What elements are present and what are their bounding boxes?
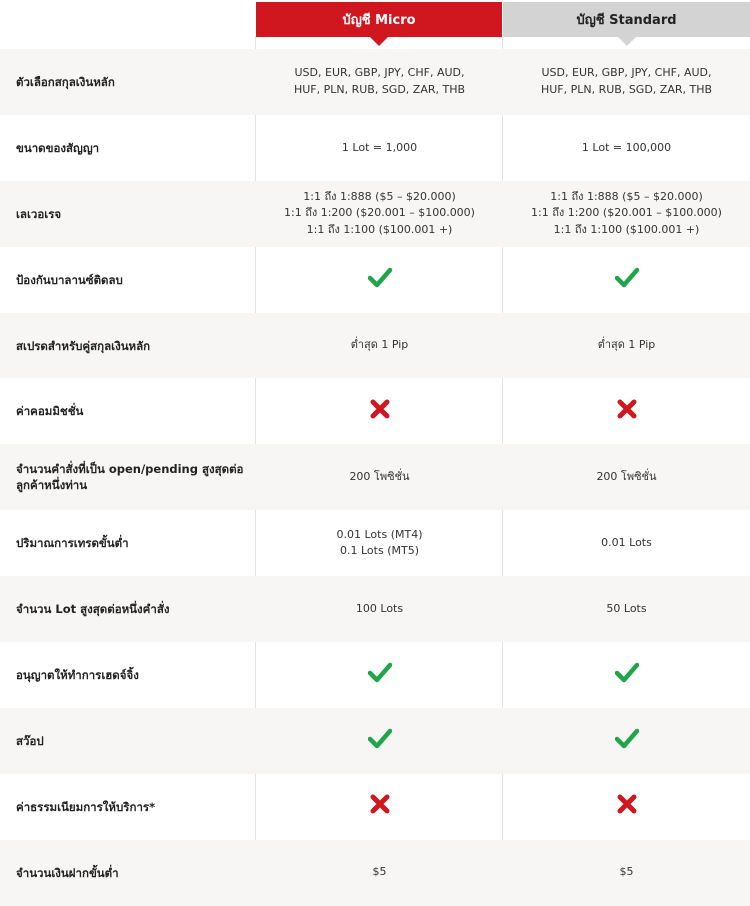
micro-value-line: HUF, PLN, RUB, SGD, ZAR, THB — [293, 82, 466, 96]
micro-value-line: USD, EUR, GBP, JPY, CHF, AUD, — [294, 66, 465, 80]
standard-account-title: บัญชี Standard — [576, 13, 677, 28]
table-row — [0, 840, 750, 906]
row-label: จำนวนเงินฝากขั้นต่ำ — [16, 865, 119, 880]
micro-value-line: 1 Lot = 1,000 — [341, 140, 418, 154]
standard-value-line: 50 Lots — [606, 601, 647, 615]
standard-value-cell — [503, 601, 750, 618]
micro-value-cell — [256, 189, 503, 239]
row-label: สว๊อป — [16, 733, 44, 748]
row-label: จำนวน Lot สูงสุดต่อหนึ่งคำสั่ง — [16, 602, 170, 617]
check-icon — [615, 660, 639, 684]
table-header — [0, 0, 750, 46]
standard-header-pointer — [617, 36, 637, 46]
table-row — [0, 774, 750, 840]
standard-value-line: ต่ำสุด 1 Pip — [597, 338, 656, 352]
micro-value-line: 100 Lots — [355, 601, 404, 615]
table-row — [0, 49, 750, 115]
comparison-rows — [0, 49, 750, 906]
standard-value-cell — [503, 660, 750, 690]
micro-value-line: 1:1 ถึง 1:200 ($20.001 – $100.000) — [284, 206, 475, 220]
table-row — [0, 313, 750, 379]
cross-icon — [615, 792, 639, 816]
standard-value-line: 1:1 ถึง 1:100 ($100.001 +) — [553, 222, 700, 236]
check-icon — [368, 660, 392, 684]
standard-value-line: 0.01 Lots — [601, 535, 652, 549]
standard-value-line: 1 Lot = 100,000 — [581, 140, 672, 154]
row-label: อนุญาตให้ทำการเฮดจ์จิ้ง — [16, 667, 139, 682]
table-row — [0, 378, 750, 444]
standard-value-cell — [503, 140, 750, 157]
micro-account-header — [256, 2, 502, 37]
standard-value-cell — [503, 265, 750, 295]
standard-value-line: USD, EUR, GBP, JPY, CHF, AUD, — [541, 66, 712, 80]
micro-value-cell — [256, 601, 503, 618]
table-row — [0, 708, 750, 774]
standard-value-cell — [503, 337, 750, 354]
standard-value-line: 200 โพซิชั่น — [596, 470, 657, 484]
standard-value-cell — [503, 726, 750, 756]
micro-value-cell — [256, 660, 503, 690]
micro-account-title: บัญชี Micro — [342, 13, 416, 28]
micro-header-pointer — [369, 36, 389, 46]
micro-value-cell — [256, 397, 503, 427]
cross-icon — [368, 792, 392, 816]
cross-icon — [368, 397, 392, 421]
standard-value-cell — [503, 792, 750, 822]
micro-value-line: 200 โพซิชั่น — [349, 470, 410, 484]
micro-value-cell — [256, 265, 503, 295]
micro-value-cell — [256, 527, 503, 560]
standard-value-line: 1:1 ถึง 1:888 ($5 – $20.000) — [550, 189, 703, 203]
micro-value-line: ต่ำสุด 1 Pip — [350, 338, 409, 352]
micro-value-line: 1:1 ถึง 1:888 ($5 – $20.000) — [303, 189, 456, 203]
row-label: ปริมาณการเทรดขั้นต่ำ — [16, 536, 129, 551]
micro-value-cell — [256, 792, 503, 822]
row-label: สเปรดสำหรับคู่สกุลเงินหลัก — [16, 338, 151, 353]
micro-value-line: 0.1 Lots (MT5) — [340, 544, 419, 558]
table-row — [0, 444, 750, 510]
check-icon — [615, 265, 639, 289]
standard-value-cell — [503, 535, 750, 552]
micro-value-cell — [256, 864, 503, 881]
standard-value-line: HUF, PLN, RUB, SGD, ZAR, THB — [540, 82, 713, 96]
row-label: ค่าคอมมิชชั่น — [16, 404, 84, 419]
micro-value-line: $5 — [372, 865, 387, 879]
cross-icon — [615, 397, 639, 421]
micro-value-cell — [256, 65, 503, 98]
row-label: ขนาดของสัญญา — [16, 140, 100, 155]
micro-value-cell — [256, 469, 503, 486]
table-row — [0, 115, 750, 181]
standard-value-line: $5 — [619, 865, 634, 879]
check-icon — [615, 726, 639, 750]
row-label: ค่าธรรมเนียมการให้บริการ* — [16, 799, 156, 814]
micro-value-cell — [256, 140, 503, 157]
check-icon — [368, 265, 392, 289]
row-label: ป้องกันบาลานซ์ติดลบ — [16, 272, 123, 287]
standard-value-cell — [503, 189, 750, 239]
table-row — [0, 576, 750, 642]
standard-value-cell — [503, 864, 750, 881]
row-label: ตัวเลือกสกุลเงินหลัก — [16, 74, 115, 89]
standard-value-cell — [503, 469, 750, 486]
micro-value-cell — [256, 726, 503, 756]
table-row — [0, 247, 750, 313]
standard-value-line: 1:1 ถึง 1:200 ($20.001 – $100.000) — [531, 206, 722, 220]
micro-value-cell — [256, 337, 503, 354]
table-row — [0, 181, 750, 247]
micro-value-line: 1:1 ถึง 1:100 ($100.001 +) — [306, 222, 453, 236]
standard-account-header — [503, 2, 750, 37]
row-label: เลเวอเรจ — [16, 206, 62, 221]
table-row — [0, 510, 750, 576]
table-row — [0, 642, 750, 708]
check-icon — [368, 726, 392, 750]
standard-value-cell — [503, 397, 750, 427]
micro-value-line: 0.01 Lots (MT4) — [336, 527, 423, 541]
row-label: จำนวนคำสั่งที่เป็น open/pending สูงสุดต่อลูกค้าหนึ่งท่าน — [16, 462, 244, 493]
standard-value-cell — [503, 65, 750, 98]
